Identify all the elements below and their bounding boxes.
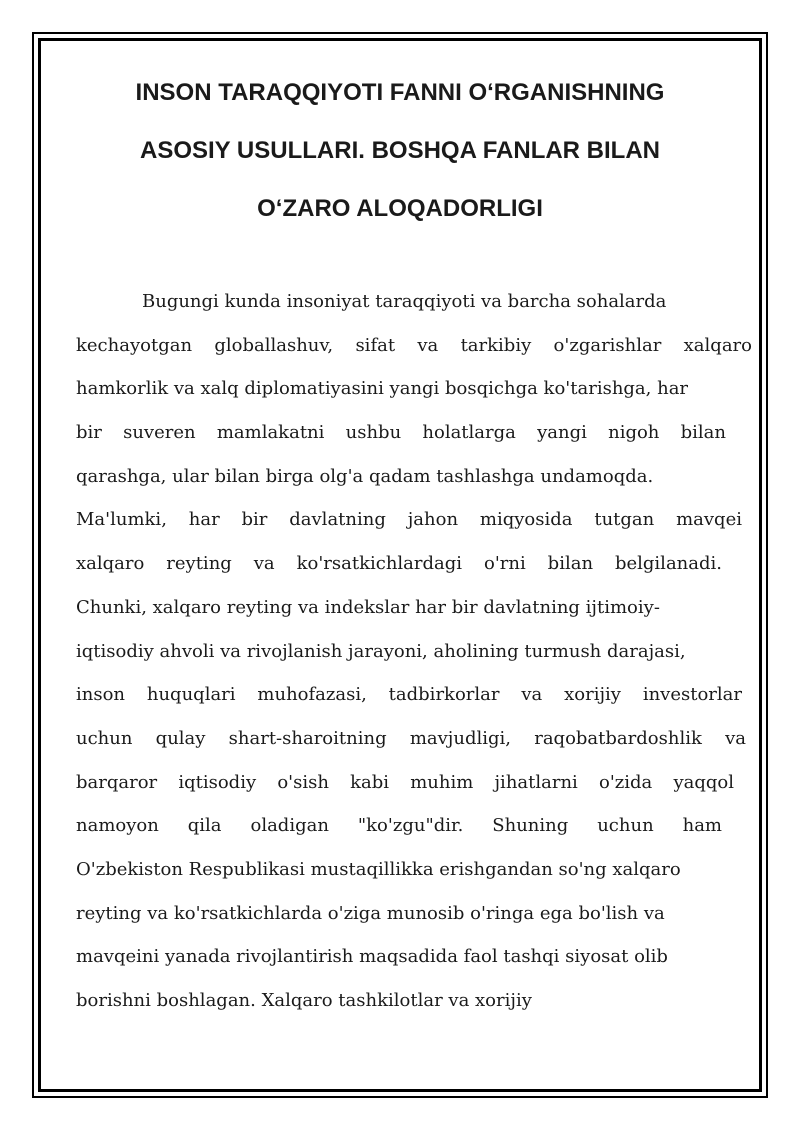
body-paragraph: [76, 280, 752, 1023]
paragraph-line: hamkorlik va xalq diplomatiyasini yangi bosqichga ko'tarishga, har: [76, 378, 689, 400]
paragraph-line: mavqeini yanada rivojlantirish maqsadida faol tashqi siyosat olib: [76, 946, 668, 968]
paragraph-line: iqtisodiy ahvoli va rivojlanish jarayoni, aholining turmush darajasi,: [76, 640, 686, 662]
paragraph-line: Ma'lumki, har bir davlatning jahon miqyosida tutgan mavqei: [76, 509, 742, 531]
paragraph-line: O'zbekiston Respublikasi mustaqillikka erishgandan so'ng xalqaro: [76, 858, 681, 880]
paragraph-line: bir suveren mamlakatni ushbu holatlarga yangi nigoh bilan: [76, 422, 726, 444]
paragraph-line: Chunki, xalqaro reyting va indekslar har bir davlatning ijtimoiy-: [76, 596, 660, 618]
paragraph-line: barqaror iqtisodiy o'sish kabi muhim jihatlarni o'zida yaqqol: [76, 771, 734, 793]
paragraph-line: qarashga, ular bilan birga olg'a qadam tashlashga undamoqda.: [76, 465, 654, 487]
paragraph-line: kechayotgan globallashuv, sifat va tarkibiy o'zgarishlar xalqaro: [76, 334, 752, 356]
paragraph-line: namoyon qila oladigan "ko'zgu"dir. Shuning uchun ham: [76, 815, 722, 837]
paragraph-line: Bugungi kunda insoniyat taraqqiyoti va barcha sohalarda: [142, 291, 667, 312]
title-line-1: INSON TARAQQIYOTI FANNI O‘RGANISHNING: [135, 79, 665, 106]
paragraph-line: inson huquqlari muhofazasi, tadbirkorlar va xorijiy investorlar: [76, 684, 742, 706]
paragraph-line: borishni boshlagan. Xalqaro tashkilotlar va xorijiy: [76, 990, 532, 1011]
title-line-3: O‘ZARO ALOQADORLIGI: [257, 195, 543, 222]
paragraph-line: xalqaro reyting va ko'rsatkichlardagi o'rni bilan belgilanadi.: [76, 553, 722, 575]
paragraph-line: reyting va ko'rsatkichlarda o'ziga munosib o'ringa ega bo'lish va: [76, 902, 665, 924]
title-line-2: ASOSIY USULLARI. BOSHQA FANLAR BILAN: [139, 137, 661, 164]
document-title: [60, 64, 740, 238]
paragraph-line: uchun qulay shart-sharoitning mavjudligi, raqobatbardoshlik va: [76, 727, 746, 749]
